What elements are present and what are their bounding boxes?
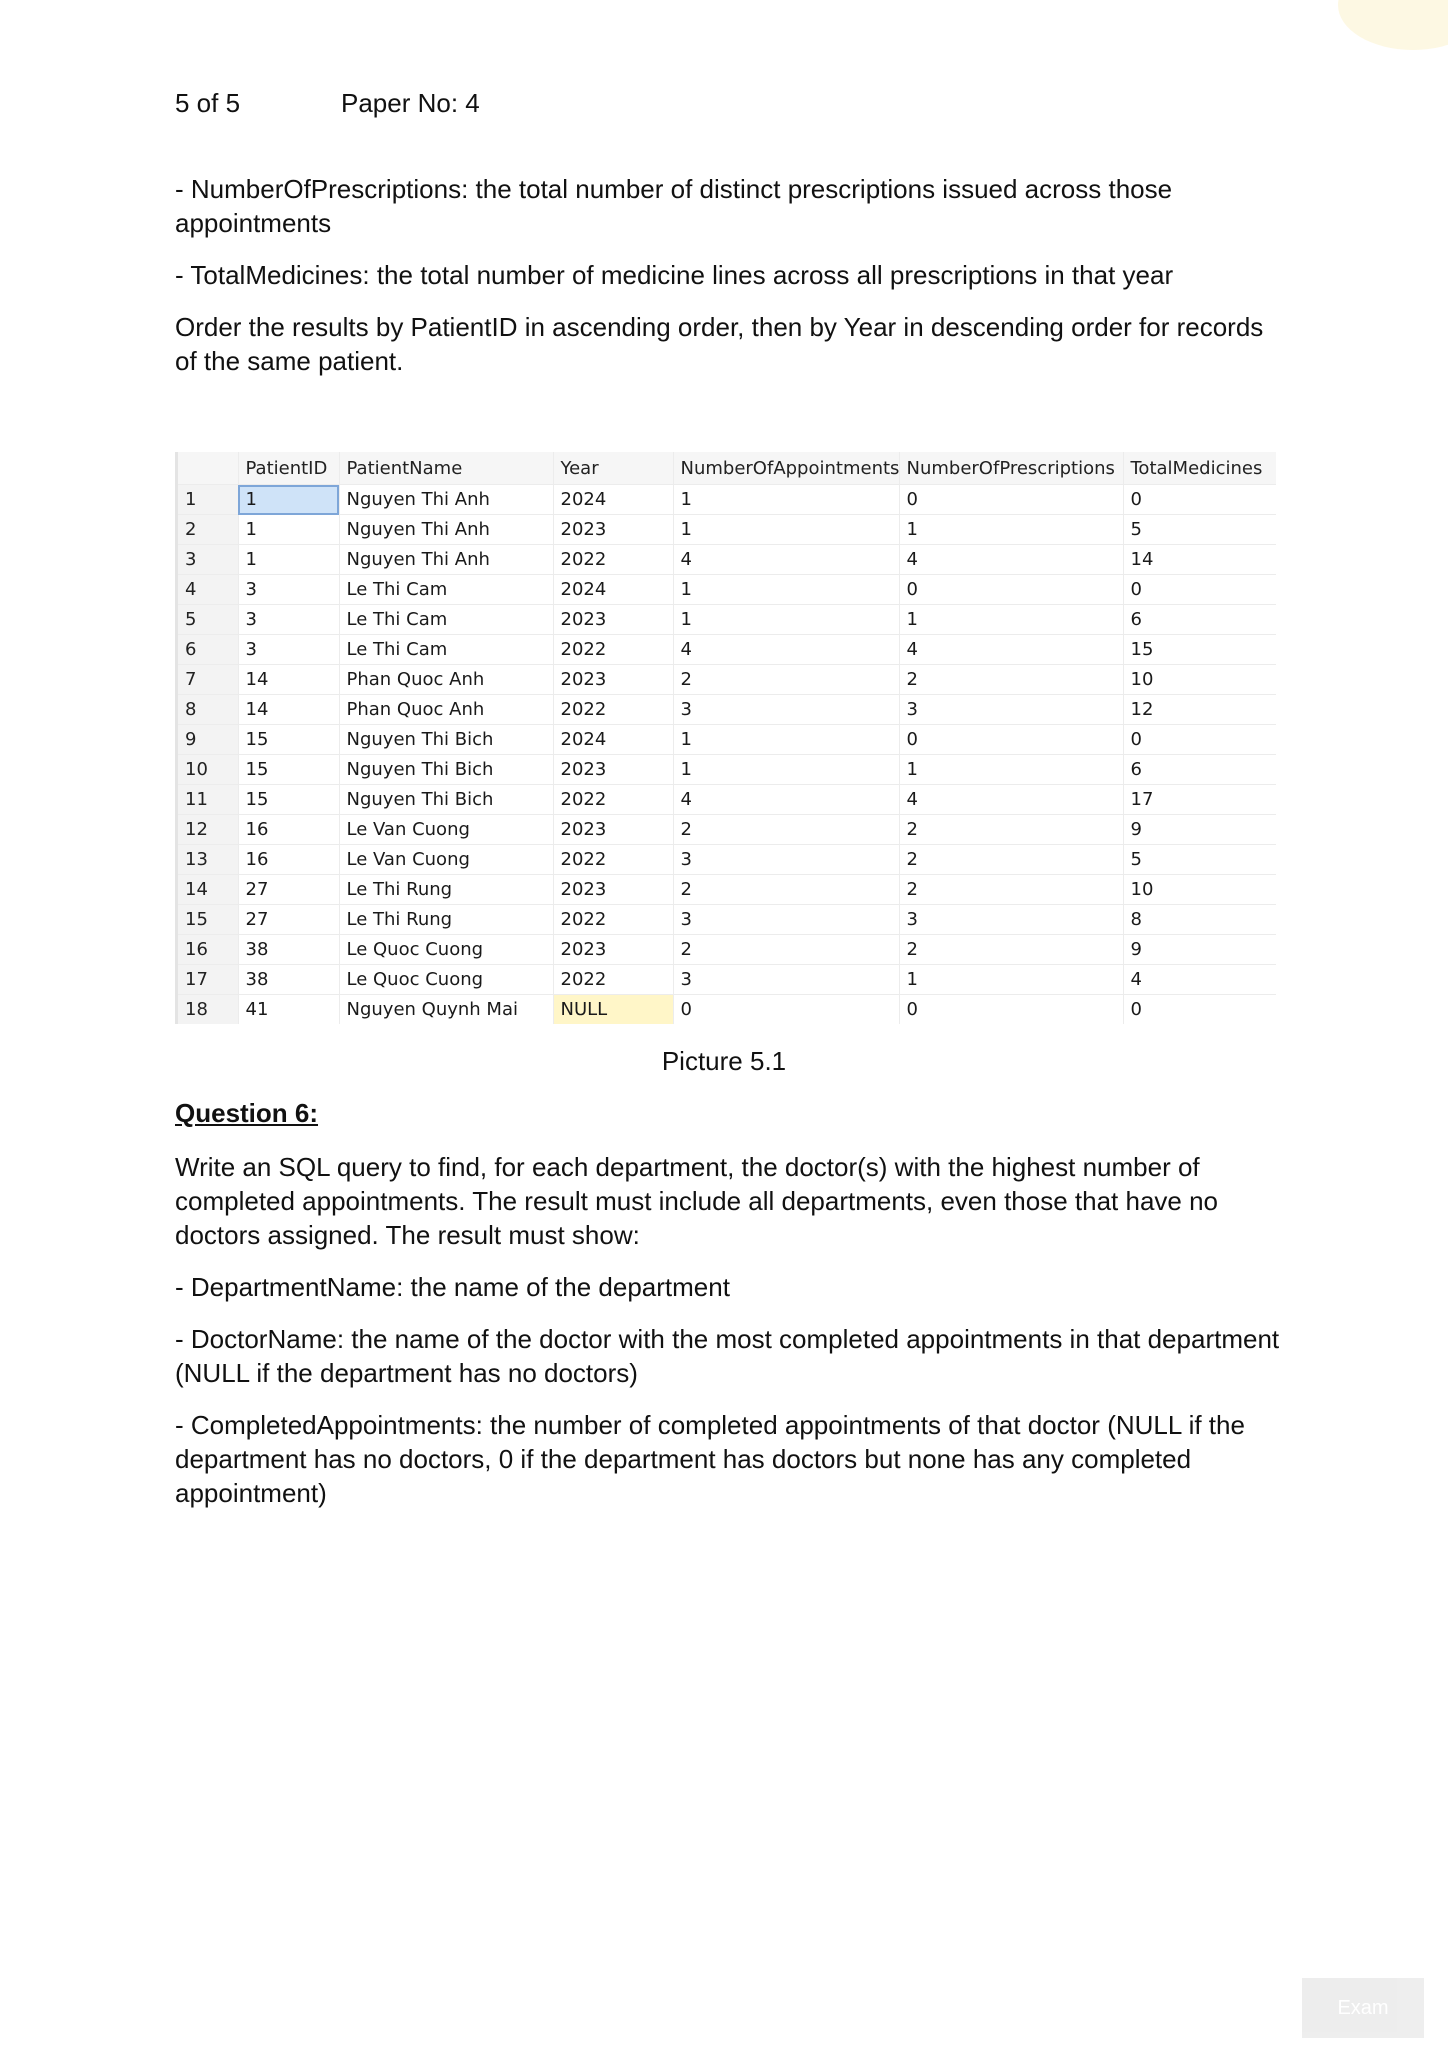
table-cell[interactable]: 0 bbox=[1123, 995, 1276, 1025]
column-header[interactable]: NumberOfPrescriptions bbox=[899, 452, 1123, 485]
table-cell[interactable]: 5 bbox=[1123, 845, 1276, 875]
paragraph: - NumberOfPrescriptions: the total number of distinct prescriptions issued across those appointments bbox=[175, 174, 1173, 238]
table-cell[interactable]: 2023 bbox=[553, 515, 673, 545]
row-number-cell[interactable]: 1 bbox=[178, 485, 238, 515]
table-cell[interactable]: 2 bbox=[673, 665, 899, 695]
table-cell[interactable]: 3 bbox=[238, 605, 339, 635]
table-cell[interactable]: 14 bbox=[238, 665, 339, 695]
table-cell[interactable]: 14 bbox=[238, 695, 339, 725]
table-cell[interactable]: 10 bbox=[1123, 665, 1276, 695]
table-cell[interactable]: 0 bbox=[1123, 725, 1276, 755]
table-cell[interactable]: 14 bbox=[1123, 545, 1276, 575]
table-row[interactable] bbox=[178, 785, 1276, 815]
table-cell[interactable]: Le Van Cuong bbox=[339, 815, 553, 845]
table-row[interactable] bbox=[178, 695, 1276, 725]
table-cell[interactable]: 2022 bbox=[553, 965, 673, 995]
paragraph: - DepartmentName: the name of the department bbox=[175, 1272, 730, 1302]
table-cell[interactable]: 1 bbox=[673, 575, 899, 605]
table-cell[interactable]: 17 bbox=[1123, 785, 1276, 815]
table-cell[interactable]: Le Quoc Cuong bbox=[339, 935, 553, 965]
row-number-cell[interactable]: 11 bbox=[178, 785, 238, 815]
table-cell[interactable]: 1 bbox=[673, 485, 899, 515]
table-cell[interactable]: 6 bbox=[1123, 755, 1276, 785]
table-cell[interactable]: 3 bbox=[899, 695, 1123, 725]
table-cell[interactable]: 1 bbox=[899, 965, 1123, 995]
table-cell[interactable]: 2022 bbox=[553, 785, 673, 815]
table-cell[interactable]: 2 bbox=[899, 845, 1123, 875]
table-cell[interactable]: 2022 bbox=[553, 845, 673, 875]
row-number-cell[interactable]: 8 bbox=[178, 695, 238, 725]
row-number-cell[interactable]: 5 bbox=[178, 605, 238, 635]
table-cell[interactable]: 2024 bbox=[553, 725, 673, 755]
table-row[interactable] bbox=[178, 635, 1276, 665]
table-cell[interactable]: Le Quoc Cuong bbox=[339, 965, 553, 995]
table-cell[interactable]: 3 bbox=[238, 575, 339, 605]
table-cell[interactable]: 2022 bbox=[553, 635, 673, 665]
table-cell[interactable]: 1 bbox=[238, 515, 339, 545]
table-cell[interactable]: 1 bbox=[899, 605, 1123, 635]
table-cell[interactable]: Le Thi Rung bbox=[339, 905, 553, 935]
table-cell[interactable]: 2023 bbox=[553, 815, 673, 845]
row-number-cell[interactable]: 14 bbox=[178, 875, 238, 905]
row-number-cell[interactable]: 9 bbox=[178, 725, 238, 755]
table-cell[interactable]: Le Thi Cam bbox=[339, 635, 553, 665]
table-cell[interactable]: Nguyen Quynh Mai bbox=[339, 995, 553, 1025]
table-cell[interactable]: 0 bbox=[1123, 575, 1276, 605]
table-cell[interactable]: 0 bbox=[899, 995, 1123, 1025]
table-row[interactable] bbox=[178, 665, 1276, 695]
table-cell[interactable]: 1 bbox=[238, 545, 339, 575]
table-cell[interactable]: 0 bbox=[673, 995, 899, 1025]
table-row[interactable] bbox=[178, 905, 1276, 935]
table-cell[interactable]: 0 bbox=[899, 575, 1123, 605]
grid-body bbox=[178, 485, 1276, 1025]
table-cell[interactable]: 2024 bbox=[553, 575, 673, 605]
row-number-cell[interactable]: 13 bbox=[178, 845, 238, 875]
result-grid-screenshot bbox=[175, 452, 1276, 1024]
table-cell[interactable]: 5 bbox=[1123, 515, 1276, 545]
table-cell[interactable]: 2 bbox=[673, 875, 899, 905]
table-cell[interactable]: 1 bbox=[673, 515, 899, 545]
table-cell[interactable]: 2 bbox=[899, 815, 1123, 845]
table-cell[interactable]: 2023 bbox=[553, 935, 673, 965]
table-row[interactable] bbox=[178, 755, 1276, 785]
paragraph: Order the results by PatientID in ascending order, then by Year in descending order for records of the same patient. bbox=[175, 312, 1264, 376]
table-row[interactable] bbox=[178, 815, 1276, 845]
table-cell[interactable]: Phan Quoc Anh bbox=[339, 665, 553, 695]
table-cell[interactable]: 1 bbox=[673, 755, 899, 785]
table-cell[interactable]: 15 bbox=[238, 785, 339, 815]
table-cell[interactable]: 27 bbox=[238, 875, 339, 905]
column-header[interactable]: Year bbox=[553, 452, 673, 485]
intro-text bbox=[175, 172, 1285, 396]
table-cell[interactable]: 2 bbox=[673, 935, 899, 965]
table-cell[interactable]: 2023 bbox=[553, 605, 673, 635]
table-cell[interactable]: 1 bbox=[899, 515, 1123, 545]
page-indicator: 5 of 5 bbox=[175, 88, 241, 118]
table-cell[interactable]: 0 bbox=[899, 485, 1123, 515]
table-row[interactable] bbox=[178, 965, 1276, 995]
table-cell[interactable]: Le Thi Cam bbox=[339, 575, 553, 605]
table-cell[interactable]: 0 bbox=[899, 725, 1123, 755]
row-number-cell[interactable]: 18 bbox=[178, 995, 238, 1025]
table-cell[interactable]: 1 bbox=[238, 485, 339, 515]
table-cell[interactable]: 1 bbox=[899, 755, 1123, 785]
paragraph: - DoctorName: the name of the doctor with the most completed appointments in that department (NULL if the department has no doctors) bbox=[175, 1324, 1280, 1388]
figure-caption: Picture 5.1 bbox=[661, 1046, 787, 1076]
corner-watermark bbox=[1338, 0, 1448, 50]
row-number-header[interactable] bbox=[178, 452, 238, 485]
table-cell[interactable]: 4 bbox=[673, 545, 899, 575]
result-grid bbox=[178, 452, 1276, 1024]
table-cell[interactable]: 9 bbox=[1123, 935, 1276, 965]
table-cell[interactable]: 1 bbox=[673, 605, 899, 635]
table-cell[interactable]: 38 bbox=[238, 935, 339, 965]
table-cell[interactable]: 6 bbox=[1123, 605, 1276, 635]
table-cell[interactable]: 12 bbox=[1123, 695, 1276, 725]
table-cell[interactable]: 4 bbox=[673, 785, 899, 815]
row-number-cell[interactable]: 3 bbox=[178, 545, 238, 575]
table-cell[interactable]: 2 bbox=[673, 815, 899, 845]
table-cell[interactable]: 3 bbox=[673, 695, 899, 725]
table-cell[interactable]: Nguyen Thi Bich bbox=[339, 755, 553, 785]
row-number-cell[interactable]: 16 bbox=[178, 935, 238, 965]
table-cell[interactable]: 27 bbox=[238, 905, 339, 935]
table-cell[interactable]: Nguyen Thi Bich bbox=[339, 725, 553, 755]
table-row[interactable] bbox=[178, 845, 1276, 875]
column-header[interactable]: TotalMedicines bbox=[1123, 452, 1276, 485]
table-cell[interactable]: Le Thi Rung bbox=[339, 875, 553, 905]
table-cell[interactable]: 2023 bbox=[553, 875, 673, 905]
table-cell[interactable]: 2022 bbox=[553, 545, 673, 575]
table-cell[interactable]: 2023 bbox=[553, 755, 673, 785]
table-cell[interactable]: Nguyen Thi Anh bbox=[339, 515, 553, 545]
paragraph: Write an SQL query to find, for each department, the doctor(s) with the highest number of completed appointments. The result must include all departments, even those that have no doctors assigned. The result must show: bbox=[175, 1152, 1219, 1250]
table-cell[interactable]: 8 bbox=[1123, 905, 1276, 935]
page-header bbox=[175, 88, 480, 119]
table-cell[interactable]: 2 bbox=[899, 665, 1123, 695]
table-cell[interactable]: 3 bbox=[238, 635, 339, 665]
table-cell[interactable]: 2 bbox=[899, 935, 1123, 965]
table-cell[interactable]: NULL bbox=[553, 995, 673, 1025]
table-cell[interactable]: 2022 bbox=[553, 695, 673, 725]
grid-header-row bbox=[178, 452, 1276, 485]
table-cell[interactable]: 4 bbox=[899, 785, 1123, 815]
table-row[interactable] bbox=[178, 725, 1276, 755]
table-cell[interactable]: 16 bbox=[238, 815, 339, 845]
table-cell[interactable]: Nguyen Thi Anh bbox=[339, 545, 553, 575]
table-row[interactable] bbox=[178, 935, 1276, 965]
table-cell[interactable]: 3 bbox=[673, 965, 899, 995]
table-cell[interactable]: 2023 bbox=[553, 665, 673, 695]
table-cell[interactable]: Nguyen Thi Bich bbox=[339, 785, 553, 815]
table-cell[interactable]: 15 bbox=[238, 755, 339, 785]
table-cell[interactable]: 41 bbox=[238, 995, 339, 1025]
table-cell[interactable]: 16 bbox=[238, 845, 339, 875]
logo-text: Exam bbox=[1337, 1996, 1389, 2019]
question-title: Question 6: bbox=[175, 1098, 319, 1128]
table-cell[interactable]: 2 bbox=[899, 875, 1123, 905]
table-cell[interactable]: 4 bbox=[1123, 965, 1276, 995]
row-number-cell[interactable]: 10 bbox=[178, 755, 238, 785]
table-cell[interactable]: Phan Quoc Anh bbox=[339, 695, 553, 725]
table-cell[interactable]: 2022 bbox=[553, 905, 673, 935]
table-cell[interactable]: Le Van Cuong bbox=[339, 845, 553, 875]
table-cell[interactable]: 4 bbox=[673, 635, 899, 665]
row-number-cell[interactable]: 7 bbox=[178, 665, 238, 695]
table-cell[interactable]: 15 bbox=[1123, 635, 1276, 665]
paragraph: - CompletedAppointments: the number of completed appointments of that doctor (NULL if the department has no doctors, 0 if the department has doctors but none has any completed appointment) bbox=[175, 1410, 1245, 1508]
table-cell[interactable]: 3 bbox=[673, 845, 899, 875]
row-number-cell[interactable]: 17 bbox=[178, 965, 238, 995]
table-row[interactable] bbox=[178, 605, 1276, 635]
paragraph: - TotalMedicines: the total number of medicine lines across all prescriptions in that year bbox=[175, 260, 1174, 290]
row-number-cell[interactable]: 6 bbox=[178, 635, 238, 665]
row-number-cell[interactable]: 2 bbox=[178, 515, 238, 545]
table-row[interactable] bbox=[178, 545, 1276, 575]
table-cell[interactable]: 0 bbox=[1123, 485, 1276, 515]
row-number-cell[interactable]: 4 bbox=[178, 575, 238, 605]
paper-number: Paper No: 4 bbox=[341, 88, 480, 118]
question-text bbox=[175, 1150, 1285, 1528]
table-cell[interactable]: 1 bbox=[673, 725, 899, 755]
table-row[interactable] bbox=[178, 515, 1276, 545]
table-cell[interactable]: 4 bbox=[899, 545, 1123, 575]
column-header[interactable]: PatientID bbox=[238, 452, 339, 485]
table-cell[interactable]: 4 bbox=[899, 635, 1123, 665]
table-row[interactable] bbox=[178, 995, 1276, 1025]
table-cell[interactable]: 15 bbox=[238, 725, 339, 755]
column-header[interactable]: NumberOfAppointments bbox=[673, 452, 899, 485]
row-number-cell[interactable]: 12 bbox=[178, 815, 238, 845]
table-cell[interactable]: 3 bbox=[673, 905, 899, 935]
table-cell[interactable]: 2024 bbox=[553, 485, 673, 515]
table-row[interactable] bbox=[178, 485, 1276, 515]
exam-logo bbox=[1302, 1978, 1424, 2038]
column-header[interactable]: PatientName bbox=[339, 452, 553, 485]
table-cell[interactable]: 10 bbox=[1123, 875, 1276, 905]
table-cell[interactable]: 38 bbox=[238, 965, 339, 995]
row-number-cell[interactable]: 15 bbox=[178, 905, 238, 935]
table-cell[interactable]: 3 bbox=[899, 905, 1123, 935]
table-row[interactable] bbox=[178, 575, 1276, 605]
table-cell[interactable]: Le Thi Cam bbox=[339, 605, 553, 635]
table-row[interactable] bbox=[178, 875, 1276, 905]
table-cell[interactable]: Nguyen Thi Anh bbox=[339, 485, 553, 515]
table-cell[interactable]: 9 bbox=[1123, 815, 1276, 845]
